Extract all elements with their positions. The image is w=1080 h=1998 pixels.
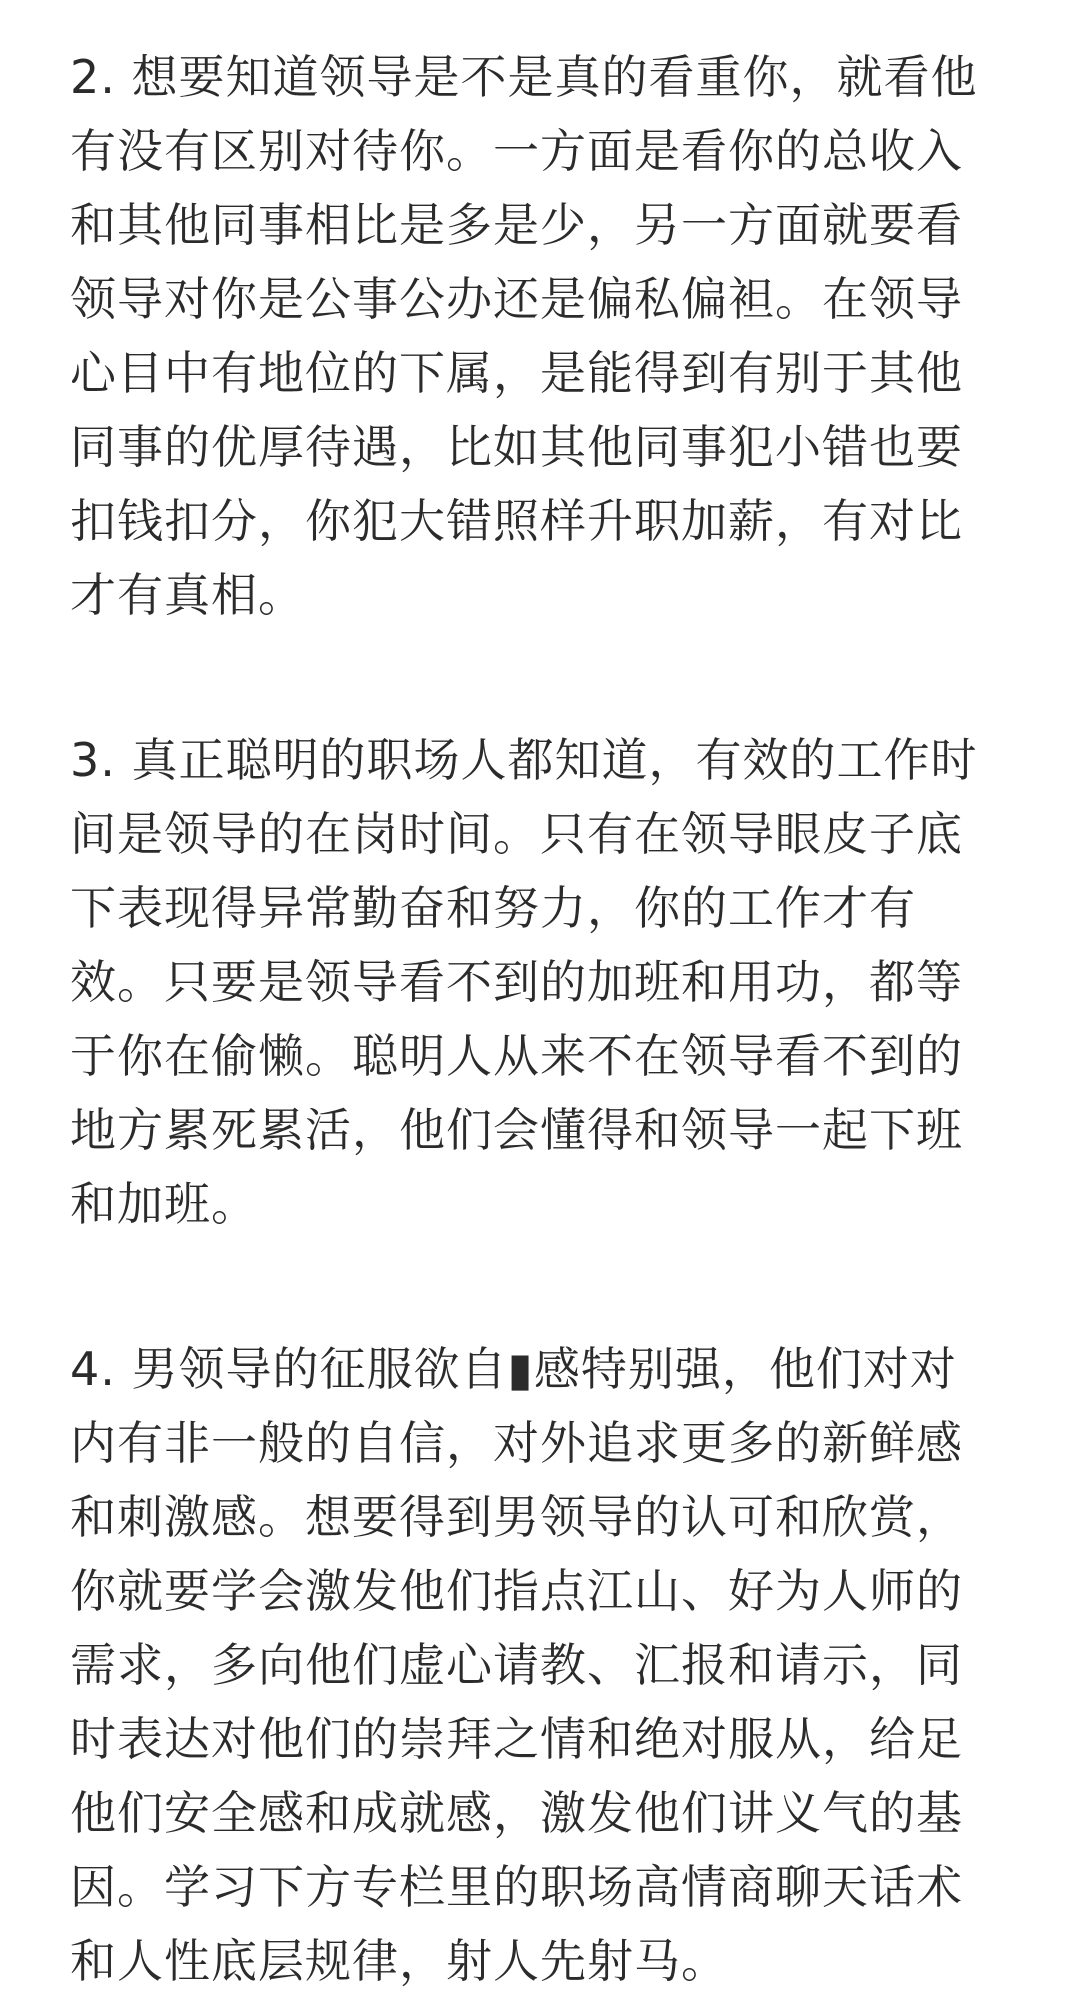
text-line: 和加班。 — [70, 1177, 258, 1231]
text-line: 因。学习下方专栏里的职场高情商聊天话术 — [70, 1860, 963, 1914]
text-line: 间是领导的在岗时间。只有在领导眼皮子底 — [70, 807, 963, 861]
text-line: 扣钱扣分，你犯大错照样升职加薪，有对比 — [70, 494, 963, 548]
text-line: 于你在偷懒。聪明人从来不在领导看不到的 — [70, 1029, 963, 1083]
text-line: 和其他同事相比是多是少，另一方面就要看 — [70, 198, 963, 252]
text-line: 他们安全感和成就感，激发他们讲义气的基 — [70, 1786, 963, 1840]
text-line: 2. 想要知道领导是不是真的看重你，就看他 — [70, 50, 978, 104]
text-line: 3. 真正聪明的职场人都知道，有效的工作时 — [70, 733, 978, 787]
text-line: 内有非一般的自信，对外追求更多的新鲜感 — [70, 1416, 963, 1470]
text-line: 有没有区别对待你。一方面是看你的总收入 — [70, 124, 963, 178]
text-line: 效。只要是领导看不到的加班和用功，都等 — [70, 955, 963, 1009]
text-line: 和人性底层规律，射人先射马。 — [70, 1934, 728, 1988]
text-line: 时表达对他们的崇拜之情和绝对服从，给足 — [70, 1712, 963, 1766]
text-line: 心目中有地位的下属，是能得到有别于其他 — [70, 346, 963, 400]
text-line: 同事的优厚待遇，比如其他同事犯小错也要 — [70, 420, 963, 474]
text-line: 地方累死累活，他们会懂得和领导一起下班 — [70, 1103, 963, 1157]
text-line: 需求，多向他们虚心请教、汇报和请示，同 — [70, 1638, 963, 1692]
text-line: 4. 男领导的征服欲自▮感特别强，他们对对 — [70, 1342, 957, 1396]
text-line: 和刺激感。想要得到男领导的认可和欣赏， — [70, 1490, 963, 1544]
paragraph-4 — [70, 1332, 1030, 1998]
text-line: 领导对你是公事公办还是偏私偏袒。在领导 — [70, 272, 963, 326]
paragraph-3 — [70, 723, 1030, 1241]
article-body — [70, 40, 1030, 1998]
paragraph-2 — [70, 40, 1030, 632]
text-line: 你就要学会激发他们指点江山、好为人师的 — [70, 1564, 963, 1618]
text-line: 下表现得异常勤奋和努力，你的工作才有 — [70, 881, 916, 935]
text-line: 才有真相。 — [70, 568, 305, 622]
